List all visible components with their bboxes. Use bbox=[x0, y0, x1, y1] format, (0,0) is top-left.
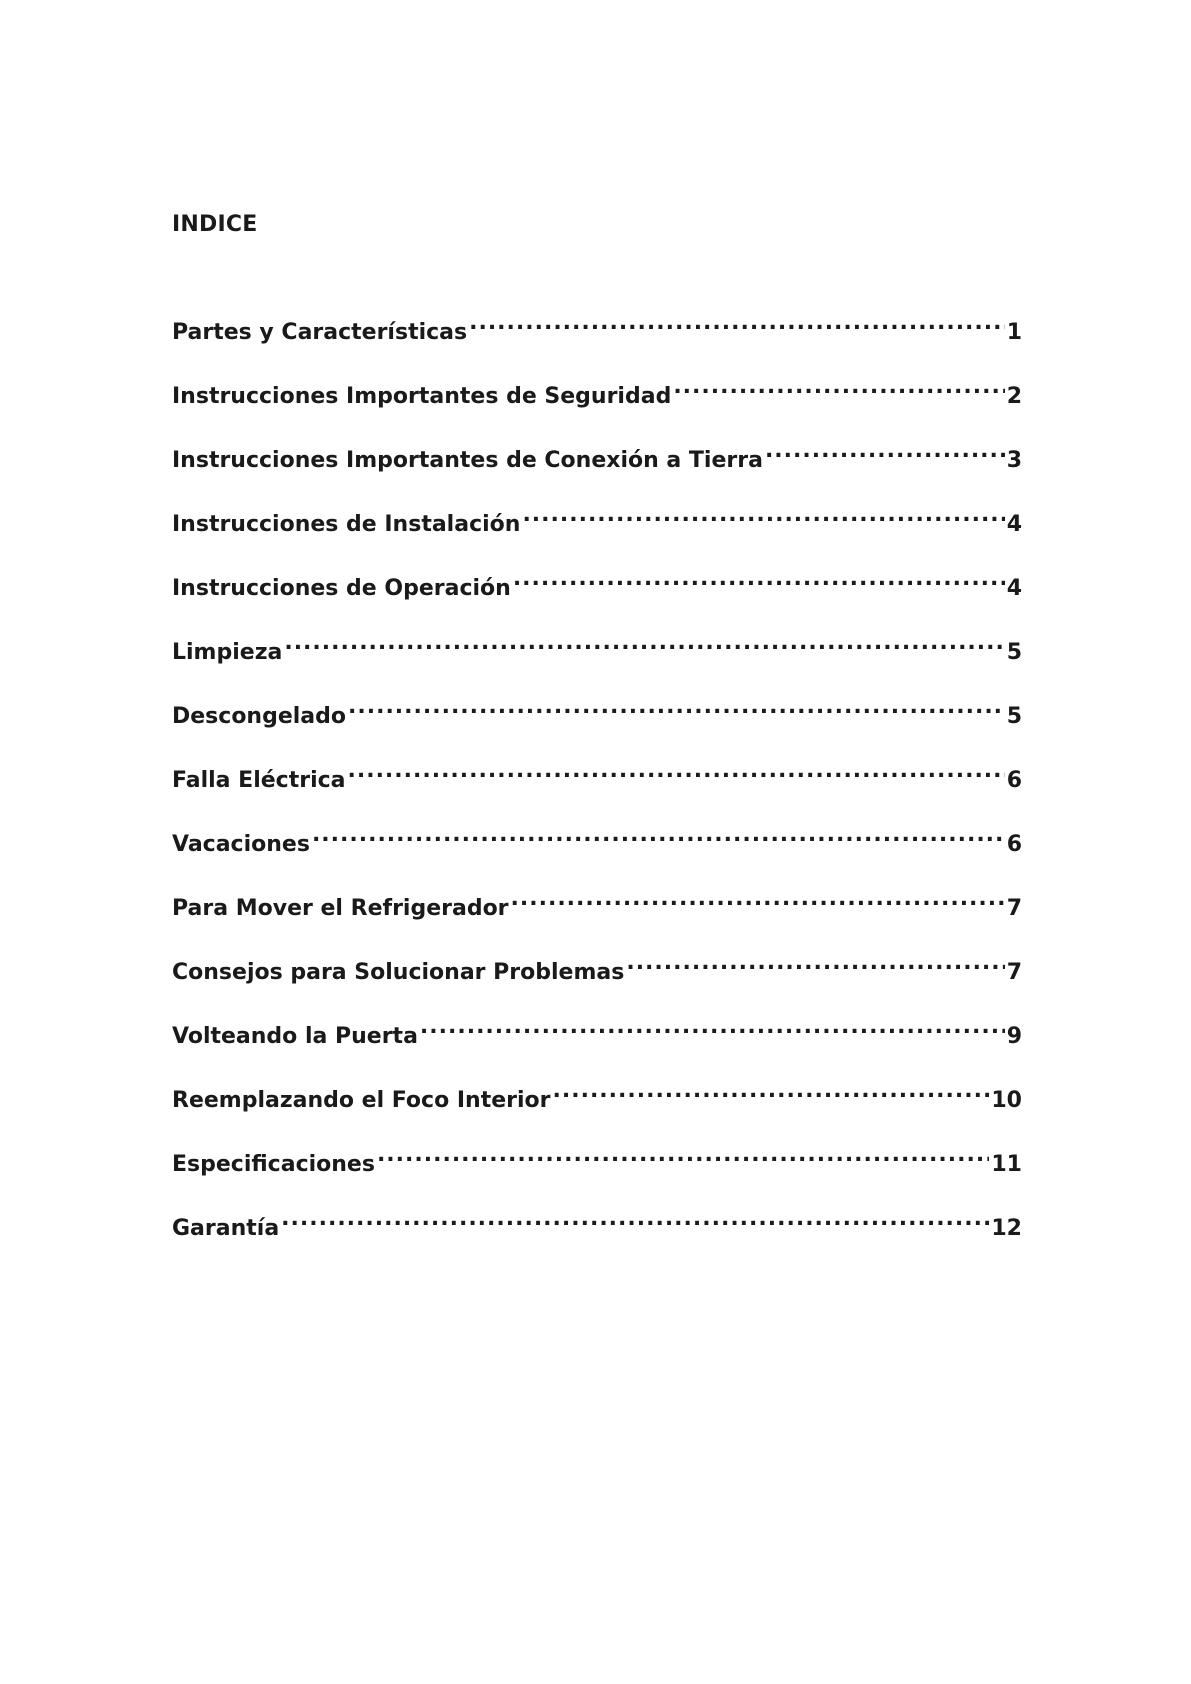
toc-entry bbox=[172, 945, 1022, 1009]
toc-entry bbox=[172, 433, 1022, 497]
toc-entry-label: Volteando la Puerta bbox=[172, 1024, 418, 1049]
toc-entry-page: 6 bbox=[1006, 768, 1022, 793]
toc-entry-page: 7 bbox=[1006, 896, 1022, 921]
toc-dot-leader bbox=[469, 305, 1005, 339]
toc-entry-page: 1 bbox=[1006, 320, 1022, 345]
toc-entry-label: Vacaciones bbox=[172, 832, 310, 857]
toc-entry-label: Garantía bbox=[172, 1216, 280, 1241]
toc-entry-page: 11 bbox=[991, 1152, 1022, 1177]
toc-entry-label: Falla Eléctrica bbox=[172, 768, 346, 793]
toc-entry bbox=[172, 881, 1022, 945]
toc-dot-leader bbox=[511, 881, 1005, 915]
toc-entry bbox=[172, 497, 1022, 561]
toc-entry-page: 9 bbox=[1006, 1024, 1022, 1049]
toc-entry bbox=[172, 753, 1022, 817]
table-of-contents bbox=[172, 305, 1022, 1265]
toc-entry-page: 5 bbox=[1006, 640, 1022, 665]
toc-entry-page: 12 bbox=[991, 1216, 1022, 1241]
toc-dot-leader bbox=[553, 1073, 990, 1107]
toc-entry-label: Instrucciones de Instalación bbox=[172, 512, 521, 537]
toc-dot-leader bbox=[281, 1201, 989, 1235]
toc-entry bbox=[172, 625, 1022, 689]
toc-entry-label: Limpieza bbox=[172, 640, 283, 665]
page-title: INDICE bbox=[172, 212, 258, 237]
toc-entry-label: Consejos para Solucionar Problemas bbox=[172, 960, 625, 985]
toc-entry-page: 3 bbox=[1006, 448, 1022, 473]
toc-entry-label: Especificaciones bbox=[172, 1152, 375, 1177]
toc-entry bbox=[172, 369, 1022, 433]
toc-entry-label: Descongelado bbox=[172, 704, 347, 729]
toc-entry-page: 2 bbox=[1006, 384, 1022, 409]
toc-entry-label: Instrucciones Importantes de Conexión a Tierra bbox=[172, 448, 763, 473]
toc-entry-label: Instrucciones de Operación bbox=[172, 576, 511, 601]
toc-entry-label: Para Mover el Refrigerador bbox=[172, 896, 509, 921]
toc-entry bbox=[172, 1201, 1022, 1265]
toc-dot-leader bbox=[420, 1009, 1005, 1043]
toc-dot-leader bbox=[312, 817, 1005, 851]
toc-entry bbox=[172, 1009, 1022, 1073]
toc-entry-page: 7 bbox=[1006, 960, 1022, 985]
toc-entry-label: Partes y Características bbox=[172, 320, 468, 345]
toc-entry bbox=[172, 689, 1022, 753]
toc-dot-leader bbox=[377, 1137, 989, 1171]
toc-entry bbox=[172, 305, 1022, 369]
toc-entry-label: Instrucciones Importantes de Seguridad bbox=[172, 384, 672, 409]
toc-dot-leader bbox=[673, 369, 1004, 403]
toc-entry bbox=[172, 1137, 1022, 1201]
toc-dot-leader bbox=[522, 497, 1004, 531]
toc-dot-leader bbox=[626, 945, 1004, 979]
toc-entry-page: 4 bbox=[1006, 576, 1022, 601]
toc-entry-page: 4 bbox=[1006, 512, 1022, 537]
toc-entry-page: 10 bbox=[991, 1088, 1022, 1113]
toc-dot-leader bbox=[348, 689, 1005, 723]
toc-entry-page: 5 bbox=[1006, 704, 1022, 729]
toc-dot-leader bbox=[513, 561, 1005, 595]
toc-entry bbox=[172, 1073, 1022, 1137]
toc-dot-leader bbox=[765, 433, 1005, 467]
toc-entry-label: Reemplazando el Foco Interior bbox=[172, 1088, 551, 1113]
toc-entry bbox=[172, 561, 1022, 625]
toc-dot-leader bbox=[284, 625, 1004, 659]
toc-entry bbox=[172, 817, 1022, 881]
toc-dot-leader bbox=[348, 753, 1005, 787]
toc-entry-page: 6 bbox=[1006, 832, 1022, 857]
